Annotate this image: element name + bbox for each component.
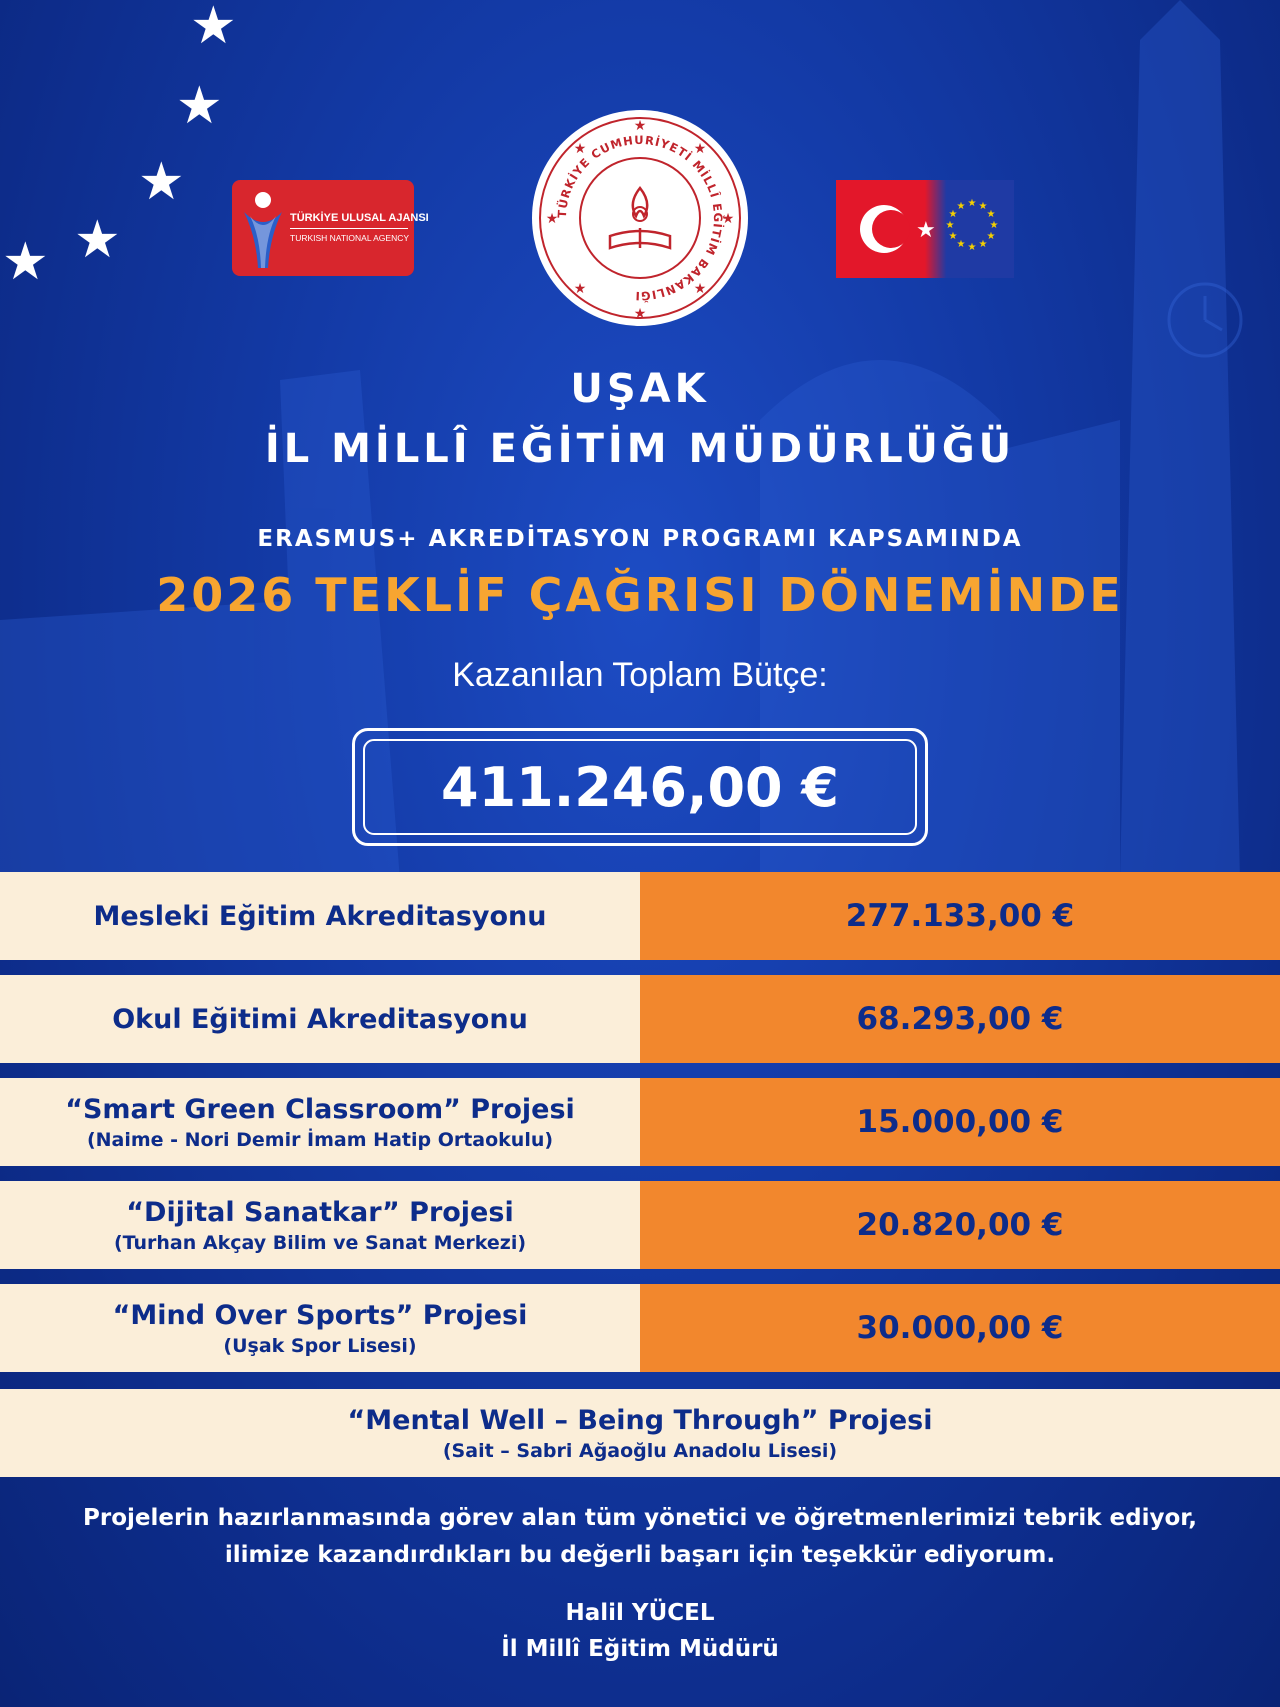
row-title xyxy=(0,975,640,1063)
directorate-title: İL MİLLÎ EĞİTİM MÜDÜRLÜĞÜ xyxy=(264,426,1016,472)
row-school: (Sait – Sabri Ağaoğlu Anadolu Lisesi) xyxy=(442,1439,838,1462)
signer-name: Halil YÜCEL xyxy=(565,1600,715,1626)
svg-text:★: ★ xyxy=(545,211,559,227)
row-amount: 20.820,00 € xyxy=(640,1181,1280,1269)
row-school: (Uşak Spor Lisesi) xyxy=(223,1334,417,1357)
row-amount: 30.000,00 € xyxy=(640,1284,1280,1372)
row-amount: 68.293,00 € xyxy=(640,975,1280,1063)
svg-text:★: ★ xyxy=(948,231,958,242)
row-title xyxy=(0,1181,640,1269)
agency-name: TÜRKİYE ULUSAL AJANSI xyxy=(290,212,429,224)
row-name: “Dijital Sanatkar” Projesi xyxy=(126,1196,514,1228)
svg-text:★: ★ xyxy=(633,306,647,322)
row-school: (Naime - Nori Demir İmam Hatip Ortaokulu) xyxy=(86,1128,554,1151)
svg-text:★: ★ xyxy=(945,220,955,231)
svg-text:★: ★ xyxy=(948,209,958,220)
svg-text:★: ★ xyxy=(573,141,587,157)
program-subtitle: ERASMUS+ AKREDİTASYON PROGRAMI KAPSAMINDA xyxy=(257,526,1023,552)
svg-text:★: ★ xyxy=(693,281,707,297)
row-name: “Mental Well – Being Through” Projesi xyxy=(347,1404,933,1436)
city-title: UŞAK xyxy=(570,366,710,412)
svg-text:★: ★ xyxy=(978,239,988,250)
turkish-national-agency-logo xyxy=(232,180,429,276)
signer-title: İl Millî Eğitim Müdürü xyxy=(501,1636,779,1662)
turkey-eu-flag xyxy=(836,180,1014,278)
congratulation-message xyxy=(0,1500,1280,1574)
total-budget-box xyxy=(352,728,928,846)
table-row-full xyxy=(0,1389,1280,1477)
svg-text:★: ★ xyxy=(693,141,707,157)
svg-text:★: ★ xyxy=(721,211,735,227)
svg-text:★: ★ xyxy=(986,209,996,220)
svg-text:★: ★ xyxy=(967,198,977,209)
star-icon: ★ xyxy=(2,232,49,292)
star-icon: ★ xyxy=(176,76,223,136)
row-title xyxy=(0,1284,640,1372)
table-row xyxy=(0,872,1280,960)
svg-text:★: ★ xyxy=(573,281,587,297)
table-row xyxy=(0,1078,1280,1166)
svg-text:★: ★ xyxy=(967,242,977,253)
row-name: Mesleki Eğitim Akreditasyonu xyxy=(93,900,547,932)
row-title xyxy=(0,1078,640,1166)
star-icon: ★ xyxy=(74,210,121,270)
svg-text:★: ★ xyxy=(986,231,996,242)
svg-text:★: ★ xyxy=(956,239,966,250)
row-amount: 15.000,00 € xyxy=(640,1078,1280,1166)
row-amount: 277.133,00 € xyxy=(640,872,1280,960)
row-name: Okul Eğitimi Akreditasyonu xyxy=(112,1003,528,1035)
agency-divider xyxy=(290,228,408,229)
star-icon: ★ xyxy=(190,0,237,56)
svg-text:★: ★ xyxy=(633,118,647,134)
svg-text:★: ★ xyxy=(989,220,999,231)
table-row xyxy=(0,1181,1280,1269)
row-name: “Mind Over Sports” Projesi xyxy=(112,1299,528,1331)
svg-text:★: ★ xyxy=(956,201,966,212)
table-row xyxy=(0,1284,1280,1372)
agency-name-english: TURKISH NATIONAL AGENCY xyxy=(290,233,410,243)
message-line: Projelerin hazırlanmasında görev alan tüm yönetici ve öğretmenlerimizi tebrik ediyor, xyxy=(83,1505,1197,1531)
agency-figure-icon xyxy=(240,186,286,270)
row-school: (Turhan Akçay Bilim ve Sanat Merkezi) xyxy=(113,1231,527,1254)
call-period-title: 2026 TEKLİF ÇAĞRISI DÖNEMİNDE xyxy=(156,568,1124,622)
budget-label: Kazanılan Toplam Bütçe: xyxy=(452,656,828,694)
table-row xyxy=(0,975,1280,1063)
row-title xyxy=(0,872,640,960)
total-budget-value: 411.246,00 € xyxy=(363,739,917,835)
star-icon: ★ xyxy=(138,152,185,212)
seal-text: TÜRKİYE CUMHURİYETİ MİLLÎ EĞİTİM BAKANLIĞI xyxy=(554,132,726,304)
row-name: “Smart Green Classroom” Projesi xyxy=(65,1093,575,1125)
svg-text:★: ★ xyxy=(978,201,988,212)
svg-text:★: ★ xyxy=(916,218,936,243)
message-line: ilimize kazandırdıkları bu değerli başarı için teşekkür ediyorum. xyxy=(224,1542,1056,1568)
ministry-seal-logo xyxy=(530,108,750,328)
